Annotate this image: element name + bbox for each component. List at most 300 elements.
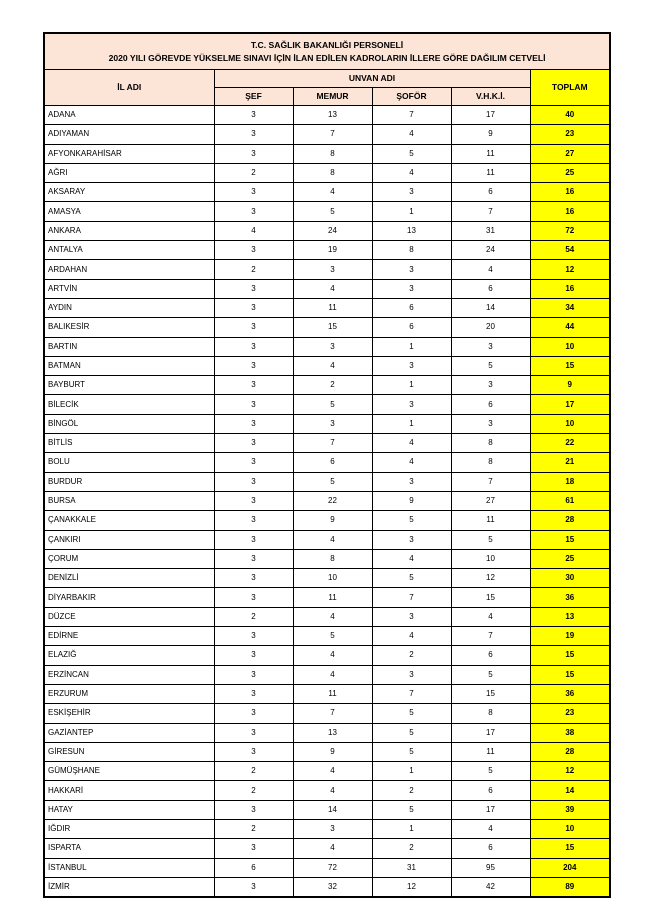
province-cell: HAKKARİ (44, 781, 214, 800)
vhki-cell: 3 (451, 337, 530, 356)
toplam-cell: 15 (530, 665, 610, 684)
vhki-cell: 9 (451, 125, 530, 144)
province-cell: AMASYA (44, 202, 214, 221)
memur-cell: 4 (293, 839, 372, 858)
sef-cell: 3 (214, 877, 293, 897)
sofor-cell: 5 (372, 144, 451, 163)
toplam-cell: 15 (530, 646, 610, 665)
sef-cell: 3 (214, 414, 293, 433)
memur-cell: 5 (293, 627, 372, 646)
memur-cell: 24 (293, 221, 372, 240)
toplam-cell: 40 (530, 106, 610, 125)
table-row (44, 318, 610, 337)
vhki-cell: 6 (451, 279, 530, 298)
toplam-cell: 89 (530, 877, 610, 897)
sofor-cell: 12 (372, 877, 451, 897)
sef-cell: 3 (214, 569, 293, 588)
table-row (44, 569, 610, 588)
toplam-cell: 25 (530, 163, 610, 182)
memur-cell: 19 (293, 241, 372, 260)
vhki-cell: 4 (451, 260, 530, 279)
toplam-cell: 72 (530, 221, 610, 240)
sofor-cell: 6 (372, 298, 451, 317)
sef-cell: 3 (214, 183, 293, 202)
table-row (44, 742, 610, 761)
vhki-cell: 6 (451, 183, 530, 202)
sef-cell: 3 (214, 106, 293, 125)
table-row (44, 511, 610, 530)
memur-cell: 8 (293, 549, 372, 568)
table-body (44, 106, 610, 898)
province-cell: İSTANBUL (44, 858, 214, 877)
table-row (44, 684, 610, 703)
sofor-cell: 5 (372, 569, 451, 588)
table-row (44, 202, 610, 221)
sef-cell: 3 (214, 723, 293, 742)
memur-cell: 9 (293, 742, 372, 761)
toplam-cell: 36 (530, 684, 610, 703)
sofor-cell: 3 (372, 665, 451, 684)
sofor-cell: 13 (372, 221, 451, 240)
vhki-cell: 6 (451, 781, 530, 800)
distribution-table (43, 32, 611, 898)
toplam-cell: 44 (530, 318, 610, 337)
province-cell: ERZİNCAN (44, 665, 214, 684)
province-cell: DÜZCE (44, 607, 214, 626)
sef-cell: 3 (214, 395, 293, 414)
toplam-cell: 15 (530, 530, 610, 549)
toplam-cell: 16 (530, 279, 610, 298)
toplam-cell: 34 (530, 298, 610, 317)
vhki-cell: 5 (451, 665, 530, 684)
sef-cell: 3 (214, 665, 293, 684)
province-cell: GİRESUN (44, 742, 214, 761)
sofor-cell: 7 (372, 106, 451, 125)
table-row (44, 627, 610, 646)
table-row (44, 723, 610, 742)
sef-cell: 3 (214, 742, 293, 761)
vhki-cell: 6 (451, 839, 530, 858)
memur-cell: 7 (293, 434, 372, 453)
toplam-cell: 27 (530, 144, 610, 163)
toplam-cell: 28 (530, 511, 610, 530)
toplam-cell: 61 (530, 491, 610, 510)
province-cell: BATMAN (44, 356, 214, 375)
toplam-cell: 10 (530, 414, 610, 433)
toplam-cell: 10 (530, 819, 610, 838)
vhki-cell: 17 (451, 800, 530, 819)
header-sofor: ŞOFÖR (372, 88, 451, 106)
province-cell: ÇANAKKALE (44, 511, 214, 530)
province-cell: ÇANKIRI (44, 530, 214, 549)
table-row (44, 588, 610, 607)
sef-cell: 3 (214, 125, 293, 144)
toplam-cell: 15 (530, 356, 610, 375)
vhki-cell: 4 (451, 607, 530, 626)
sofor-cell: 4 (372, 627, 451, 646)
memur-cell: 3 (293, 260, 372, 279)
memur-cell: 4 (293, 530, 372, 549)
province-cell: BURDUR (44, 472, 214, 491)
toplam-cell: 18 (530, 472, 610, 491)
toplam-cell: 23 (530, 704, 610, 723)
sofor-cell: 1 (372, 202, 451, 221)
sofor-cell: 3 (372, 260, 451, 279)
sef-cell: 2 (214, 260, 293, 279)
sofor-cell: 3 (372, 530, 451, 549)
table-row (44, 530, 610, 549)
sef-cell: 2 (214, 607, 293, 626)
table-row (44, 221, 610, 240)
table-row (44, 241, 610, 260)
sofor-cell: 5 (372, 511, 451, 530)
sofor-cell: 31 (372, 858, 451, 877)
vhki-cell: 27 (451, 491, 530, 510)
memur-cell: 6 (293, 453, 372, 472)
sofor-cell: 1 (372, 414, 451, 433)
vhki-cell: 5 (451, 530, 530, 549)
memur-cell: 8 (293, 144, 372, 163)
title-line-1: T.C. SAĞLIK BAKANLIĞI PERSONELİ (250, 39, 404, 50)
toplam-cell: 28 (530, 742, 610, 761)
header-vhki: V.H.K.İ. (451, 88, 530, 106)
header-il-adi: İL ADI (44, 70, 214, 106)
toplam-cell: 12 (530, 762, 610, 781)
table-row (44, 260, 610, 279)
table-row (44, 434, 610, 453)
sef-cell: 3 (214, 684, 293, 703)
province-cell: ISPARTA (44, 839, 214, 858)
sef-cell: 2 (214, 781, 293, 800)
sef-cell: 3 (214, 472, 293, 491)
table-row (44, 839, 610, 858)
table-row (44, 491, 610, 510)
memur-cell: 4 (293, 781, 372, 800)
province-cell: EDİRNE (44, 627, 214, 646)
sef-cell: 3 (214, 839, 293, 858)
sef-cell: 3 (214, 241, 293, 260)
toplam-cell: 39 (530, 800, 610, 819)
sef-cell: 3 (214, 588, 293, 607)
memur-cell: 11 (293, 684, 372, 703)
vhki-cell: 6 (451, 395, 530, 414)
vhki-cell: 15 (451, 684, 530, 703)
toplam-cell: 23 (530, 125, 610, 144)
sef-cell: 3 (214, 511, 293, 530)
vhki-cell: 17 (451, 106, 530, 125)
sef-cell: 2 (214, 163, 293, 182)
sef-cell: 3 (214, 627, 293, 646)
sef-cell: 3 (214, 318, 293, 337)
sofor-cell: 3 (372, 356, 451, 375)
toplam-cell: 54 (530, 241, 610, 260)
toplam-cell: 13 (530, 607, 610, 626)
toplam-cell: 16 (530, 202, 610, 221)
sofor-cell: 5 (372, 742, 451, 761)
sofor-cell: 2 (372, 646, 451, 665)
table-row (44, 144, 610, 163)
sofor-cell: 9 (372, 491, 451, 510)
vhki-cell: 14 (451, 298, 530, 317)
table-row (44, 646, 610, 665)
memur-cell: 3 (293, 337, 372, 356)
memur-cell: 4 (293, 279, 372, 298)
vhki-cell: 4 (451, 819, 530, 838)
sef-cell: 2 (214, 819, 293, 838)
province-cell: BURSA (44, 491, 214, 510)
table-row (44, 125, 610, 144)
toplam-cell: 22 (530, 434, 610, 453)
memur-cell: 11 (293, 298, 372, 317)
toplam-cell: 21 (530, 453, 610, 472)
table-row (44, 356, 610, 375)
sofor-cell: 3 (372, 183, 451, 202)
vhki-cell: 12 (451, 569, 530, 588)
province-cell: DENİZLİ (44, 569, 214, 588)
vhki-cell: 8 (451, 704, 530, 723)
vhki-cell: 8 (451, 434, 530, 453)
memur-cell: 3 (293, 819, 372, 838)
table-row (44, 414, 610, 433)
sef-cell: 3 (214, 356, 293, 375)
table-row (44, 106, 610, 125)
vhki-cell: 7 (451, 202, 530, 221)
sef-cell: 3 (214, 453, 293, 472)
sofor-cell: 4 (372, 125, 451, 144)
distribution-table-sheet (43, 32, 609, 898)
province-cell: GÜMÜŞHANE (44, 762, 214, 781)
toplam-cell: 15 (530, 839, 610, 858)
province-cell: ERZURUM (44, 684, 214, 703)
sofor-cell: 1 (372, 762, 451, 781)
sef-cell: 3 (214, 549, 293, 568)
memur-cell: 4 (293, 356, 372, 375)
toplam-cell: 12 (530, 260, 610, 279)
vhki-cell: 11 (451, 144, 530, 163)
toplam-cell: 17 (530, 395, 610, 414)
memur-cell: 14 (293, 800, 372, 819)
table-row (44, 279, 610, 298)
table-row (44, 376, 610, 395)
sef-cell: 6 (214, 858, 293, 877)
sef-cell: 3 (214, 144, 293, 163)
sofor-cell: 1 (372, 337, 451, 356)
sef-cell: 3 (214, 646, 293, 665)
vhki-cell: 3 (451, 376, 530, 395)
vhki-cell: 7 (451, 627, 530, 646)
toplam-cell: 10 (530, 337, 610, 356)
vhki-cell: 95 (451, 858, 530, 877)
sofor-cell: 8 (372, 241, 451, 260)
sofor-cell: 4 (372, 434, 451, 453)
sef-cell: 3 (214, 491, 293, 510)
sofor-cell: 3 (372, 607, 451, 626)
sef-cell: 3 (214, 434, 293, 453)
vhki-cell: 6 (451, 646, 530, 665)
sef-cell: 3 (214, 202, 293, 221)
toplam-cell: 204 (530, 858, 610, 877)
memur-cell: 7 (293, 125, 372, 144)
memur-cell: 4 (293, 646, 372, 665)
vhki-cell: 5 (451, 762, 530, 781)
province-cell: BİLECİK (44, 395, 214, 414)
sofor-cell: 3 (372, 472, 451, 491)
sef-cell: 3 (214, 298, 293, 317)
vhki-cell: 24 (451, 241, 530, 260)
sofor-cell: 7 (372, 684, 451, 703)
province-cell: ELAZIĞ (44, 646, 214, 665)
memur-cell: 3 (293, 414, 372, 433)
header-sef: ŞEF (214, 88, 293, 106)
sef-cell: 3 (214, 704, 293, 723)
sofor-cell: 3 (372, 279, 451, 298)
header-unvan-adi: UNVAN ADI (214, 70, 530, 88)
sofor-cell: 1 (372, 819, 451, 838)
table-row (44, 337, 610, 356)
table-title (44, 33, 610, 70)
table-row (44, 665, 610, 684)
sofor-cell: 2 (372, 781, 451, 800)
table-row (44, 549, 610, 568)
province-cell: AĞRI (44, 163, 214, 182)
memur-cell: 4 (293, 183, 372, 202)
table-row (44, 183, 610, 202)
table-row (44, 453, 610, 472)
sef-cell: 4 (214, 221, 293, 240)
toplam-cell: 38 (530, 723, 610, 742)
table-row (44, 472, 610, 491)
province-cell: ADIYAMAN (44, 125, 214, 144)
sofor-cell: 5 (372, 723, 451, 742)
province-cell: BOLU (44, 453, 214, 472)
province-cell: BAYBURT (44, 376, 214, 395)
province-cell: AKSARAY (44, 183, 214, 202)
memur-cell: 7 (293, 704, 372, 723)
vhki-cell: 7 (451, 472, 530, 491)
sofor-cell: 7 (372, 588, 451, 607)
memur-cell: 13 (293, 106, 372, 125)
table-row (44, 298, 610, 317)
memur-cell: 9 (293, 511, 372, 530)
sofor-cell: 2 (372, 839, 451, 858)
memur-cell: 8 (293, 163, 372, 182)
memur-cell: 11 (293, 588, 372, 607)
province-cell: ESKİŞEHİR (44, 704, 214, 723)
memur-cell: 22 (293, 491, 372, 510)
table-row (44, 781, 610, 800)
sofor-cell: 3 (372, 395, 451, 414)
province-cell: HATAY (44, 800, 214, 819)
table-row (44, 877, 610, 897)
memur-cell: 4 (293, 607, 372, 626)
memur-cell: 15 (293, 318, 372, 337)
province-cell: BİNGÖL (44, 414, 214, 433)
province-cell: ADANA (44, 106, 214, 125)
memur-cell: 13 (293, 723, 372, 742)
province-cell: BİTLİS (44, 434, 214, 453)
toplam-cell: 14 (530, 781, 610, 800)
province-cell: BALIKESİR (44, 318, 214, 337)
sef-cell: 2 (214, 762, 293, 781)
table-row (44, 395, 610, 414)
sef-cell: 3 (214, 800, 293, 819)
toplam-cell: 36 (530, 588, 610, 607)
province-cell: AFYONKARAHİSAR (44, 144, 214, 163)
memur-cell: 4 (293, 762, 372, 781)
vhki-cell: 5 (451, 356, 530, 375)
sofor-cell: 1 (372, 376, 451, 395)
vhki-cell: 11 (451, 742, 530, 761)
memur-cell: 10 (293, 569, 372, 588)
sofor-cell: 6 (372, 318, 451, 337)
memur-cell: 2 (293, 376, 372, 395)
sef-cell: 3 (214, 376, 293, 395)
sofor-cell: 5 (372, 800, 451, 819)
sef-cell: 3 (214, 337, 293, 356)
vhki-cell: 8 (451, 453, 530, 472)
sofor-cell: 4 (372, 453, 451, 472)
table-row (44, 163, 610, 182)
province-cell: BARTIN (44, 337, 214, 356)
sofor-cell: 5 (372, 704, 451, 723)
memur-cell: 5 (293, 202, 372, 221)
vhki-cell: 11 (451, 511, 530, 530)
toplam-cell: 30 (530, 569, 610, 588)
table-row (44, 607, 610, 626)
province-cell: AYDIN (44, 298, 214, 317)
toplam-cell: 19 (530, 627, 610, 646)
memur-cell: 32 (293, 877, 372, 897)
table-row (44, 800, 610, 819)
memur-cell: 72 (293, 858, 372, 877)
province-cell: ARDAHAN (44, 260, 214, 279)
vhki-cell: 10 (451, 549, 530, 568)
title-line-2: 2020 YILI GÖREVDE YÜKSELME SINAVI İÇİN İLAN EDİLEN KADROLARIN İLLERE GÖRE DAĞILIM CETVELİ (108, 52, 546, 63)
vhki-cell: 15 (451, 588, 530, 607)
vhki-cell: 31 (451, 221, 530, 240)
province-cell: DİYARBAKIR (44, 588, 214, 607)
sofor-cell: 4 (372, 549, 451, 568)
province-cell: ÇORUM (44, 549, 214, 568)
table-row (44, 762, 610, 781)
province-cell: ANKARA (44, 221, 214, 240)
table-row (44, 819, 610, 838)
header-memur: MEMUR (293, 88, 372, 106)
header-toplam: TOPLAM (530, 70, 610, 106)
vhki-cell: 11 (451, 163, 530, 182)
memur-cell: 5 (293, 472, 372, 491)
vhki-cell: 17 (451, 723, 530, 742)
sef-cell: 3 (214, 530, 293, 549)
table-row (44, 858, 610, 877)
toplam-cell: 9 (530, 376, 610, 395)
toplam-cell: 25 (530, 549, 610, 568)
sef-cell: 3 (214, 279, 293, 298)
vhki-cell: 42 (451, 877, 530, 897)
vhki-cell: 20 (451, 318, 530, 337)
vhki-cell: 3 (451, 414, 530, 433)
memur-cell: 5 (293, 395, 372, 414)
province-cell: ANTALYA (44, 241, 214, 260)
province-cell: ARTVİN (44, 279, 214, 298)
sofor-cell: 4 (372, 163, 451, 182)
toplam-cell: 16 (530, 183, 610, 202)
province-cell: IĞDIR (44, 819, 214, 838)
province-cell: GAZİANTEP (44, 723, 214, 742)
province-cell: İZMİR (44, 877, 214, 897)
memur-cell: 4 (293, 665, 372, 684)
table-row (44, 704, 610, 723)
